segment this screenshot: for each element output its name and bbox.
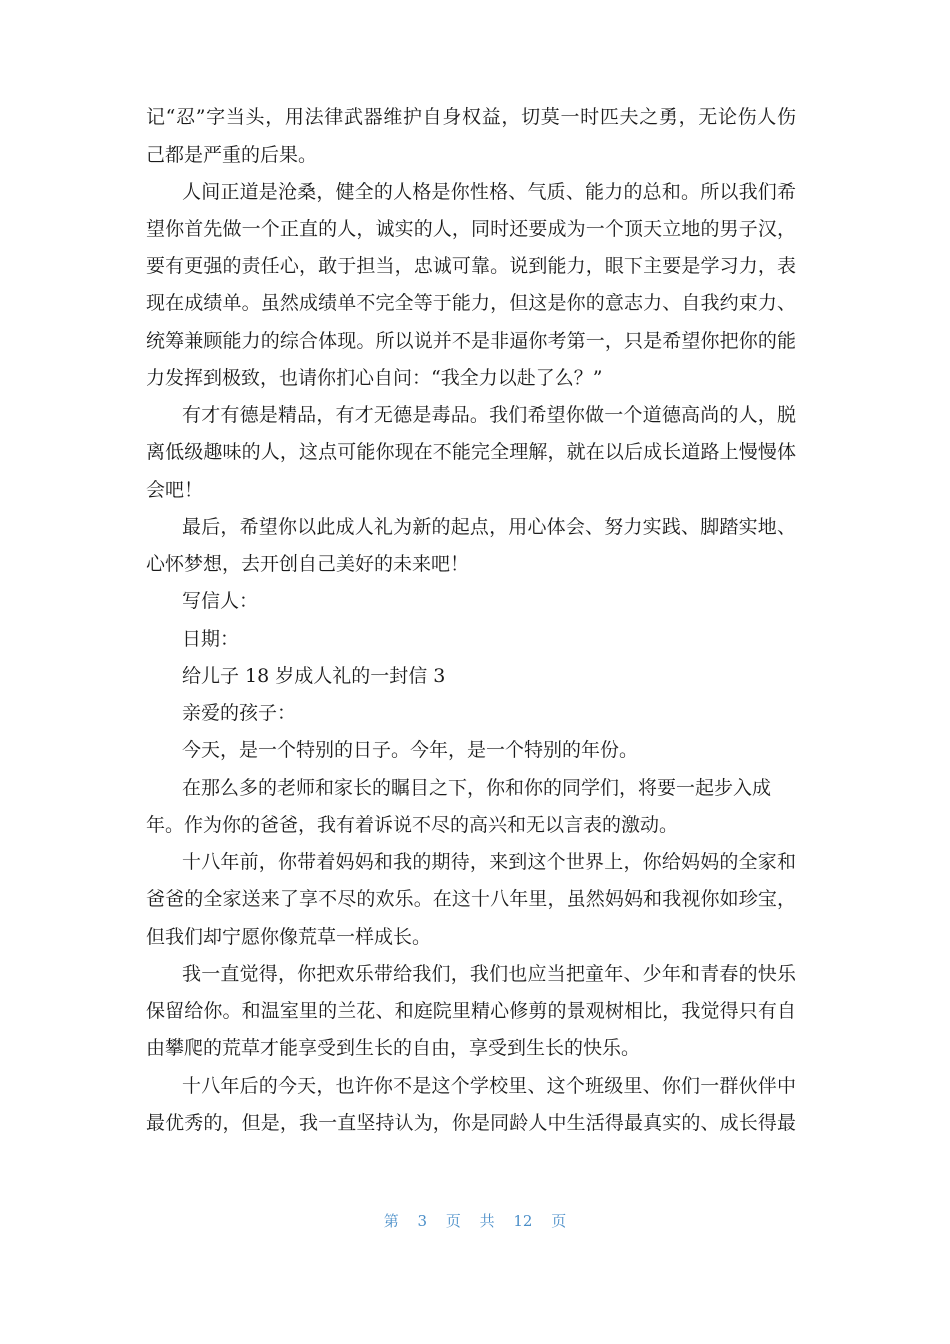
text-line: 年。作为你的爸爸，我有着诉说不尽的高兴和无以言表的激动。: [146, 814, 679, 836]
text-line: 但我们却宁愿你像荒草一样成长。: [146, 926, 432, 948]
text-line: 保留给你。和温室里的兰花、和庭院里精心修剪的景观树相比，我觉得只有自: [146, 1000, 796, 1022]
text-line: 在那么多的老师和家长的瞩目之下，你和你的同学们，将要一起步入成: [182, 777, 772, 799]
text-line: 统筹兼顾能力的综合体现。所以说并不是非逼你考第一，只是希望你把你的能: [146, 330, 796, 352]
text-line: 要有更强的责任心，敢于担当，忠诚可靠。说到能力，眼下主要是学习力，表: [146, 255, 796, 277]
text-line: 爸爸的全家送来了享不尽的欢乐。在这十八年里，虽然妈妈和我视你如珍宝，: [146, 888, 796, 910]
page-number-footer: 第 3 页 共 12 页: [383, 1212, 567, 1230]
text-line: 最后，希望你以此成人礼为新的起点，用心体会、努力实践、脚踏实地、: [182, 516, 796, 538]
text-line: 日期：: [182, 628, 240, 650]
text-line: 十八年后的今天，也许你不是这个学校里、这个班级里、你们一群伙伴中: [182, 1075, 796, 1097]
text-line: 记“忍”字当头，用法律武器维护自身权益，切莫一时匹夫之勇，无论伤人伤: [146, 106, 796, 128]
text-line: 力发挥到极致，也请你扪心自问：“我全力以赴了么？”: [146, 367, 603, 389]
text-line: 人间正道是沧桑，健全的人格是你性格、气质、能力的总和。所以我们希: [182, 181, 796, 203]
text-line: 给儿子 18 岁成人礼的一封信 3: [182, 665, 446, 687]
text-line: 由攀爬的荒草才能享受到生长的自由，享受到生长的快乐。: [146, 1037, 641, 1059]
text-line: 十八年前，你带着妈妈和我的期待，来到这个世界上，你给妈妈的全家和: [182, 851, 796, 873]
text-line: 望你首先做一个正直的人，诚实的人，同时还要成为一个顶天立地的男子汉，: [146, 218, 796, 240]
text-line: 亲爱的孩子：: [182, 702, 297, 724]
text-line: 心怀梦想，去开创自己美好的未来吧！: [146, 553, 470, 575]
text-line: 己都是严重的后果。: [146, 144, 318, 166]
text-line: 写信人：: [182, 590, 259, 612]
text-line: 离低级趣味的人，这点可能你现在不能完全理解，就在以后成长道路上慢慢体: [146, 441, 796, 463]
text-line: 会吧！: [146, 479, 204, 501]
text-line: 有才有德是精品，有才无德是毒品。我们希望你做一个道德高尚的人，脱: [182, 404, 796, 426]
text-line: 现在成绩单。虽然成绩单不完全等于能力，但这是你的意志力、自我约束力、: [146, 292, 796, 314]
text-line: 最优秀的，但是，我一直坚持认为，你是同龄人中生活得最真实的、成长得最: [146, 1112, 796, 1134]
text-line: 我一直觉得，你把欢乐带给我们，我们也应当把童年、少年和青春的快乐: [182, 963, 796, 985]
text-line: 今天，是一个特别的日子。今年，是一个特别的年份。: [182, 739, 639, 761]
